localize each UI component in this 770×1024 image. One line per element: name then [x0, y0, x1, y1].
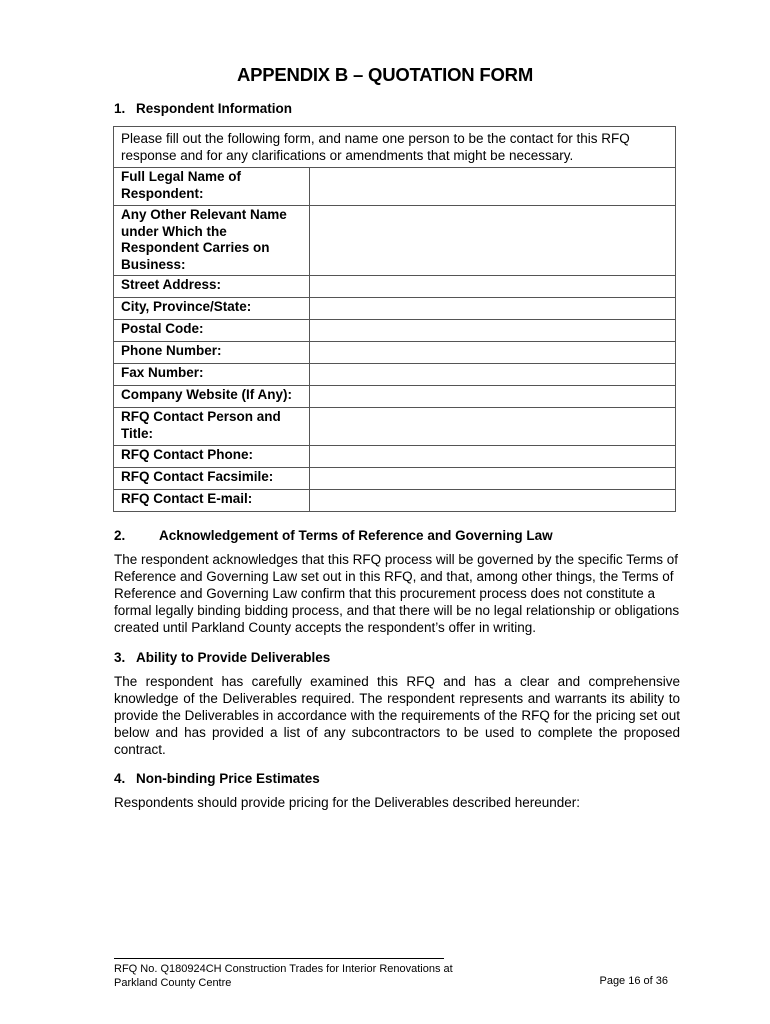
field-input-contact-email[interactable]	[310, 490, 676, 512]
field-input-street-address[interactable]	[310, 276, 676, 298]
field-label-contact-email: RFQ Contact E-mail:	[114, 490, 310, 512]
form-intro: Please fill out the following form, and name one person to be the contact for this RFQ response and for any clarifications or amendments that might be necessary.	[114, 127, 676, 168]
page-number: Page 16 of 36	[599, 975, 668, 987]
section-1-title: Respondent Information	[136, 101, 292, 116]
field-label-city-province: City, Province/State:	[114, 298, 310, 320]
field-input-city-province[interactable]	[310, 298, 676, 320]
field-label-contact-person: RFQ Contact Person and Title:	[114, 408, 310, 446]
section-1-number: 1.	[114, 101, 126, 116]
footer-line-1: RFQ No. Q180924CH Construction Trades for Interior Renovations at	[114, 963, 453, 975]
respondent-info-table	[113, 126, 676, 512]
footer-line-2: Parkland County Centre	[114, 977, 232, 989]
section-2-heading	[114, 528, 553, 543]
field-label-postal-code: Postal Code:	[114, 320, 310, 342]
field-label-website: Company Website (If Any):	[114, 386, 310, 408]
section-4-body: Respondents should provide pricing for the Deliverables described hereunder:	[114, 795, 581, 810]
section-4-number: 4.	[114, 771, 126, 786]
field-input-contact-phone[interactable]	[310, 446, 676, 468]
field-input-contact-facsimile[interactable]	[310, 468, 676, 490]
field-input-legal-name[interactable]	[310, 168, 676, 206]
section-3-body: The respondent has carefully examined this RFQ and has a clear and comprehensive knowledge of the Deliverables required. The respondent represents and warrants its ability to provide the Deliverables in accordance with the requirements of the RFQ for the pricing set out below and has provided a list of any subcontractors to be used to complete the proposed contract.	[114, 674, 680, 757]
section-3-title: Ability to Provide Deliverables	[136, 650, 331, 665]
section-2-title: Acknowledgement of Terms of Reference and Governing Law	[159, 528, 553, 543]
section-4-heading	[114, 771, 320, 786]
page-title: APPENDIX B – QUOTATION FORM	[236, 64, 534, 85]
field-label-phone: Phone Number:	[114, 342, 310, 364]
field-label-other-name: Any Other Relevant Name under Which the Respondent Carries on Business:	[114, 206, 310, 276]
section-3-number: 3.	[114, 650, 126, 665]
footer-document-ref	[114, 962, 453, 990]
field-label-contact-phone: RFQ Contact Phone:	[114, 446, 310, 468]
section-3-heading	[114, 650, 330, 665]
section-1-heading	[114, 101, 292, 116]
field-input-phone[interactable]	[310, 342, 676, 364]
section-2-number: 2.	[114, 528, 126, 543]
field-label-legal-name: Full Legal Name of Respondent:	[114, 168, 310, 206]
field-label-street-address: Street Address:	[114, 276, 310, 298]
footer-divider	[114, 958, 444, 959]
field-input-postal-code[interactable]	[310, 320, 676, 342]
field-label-contact-facsimile: RFQ Contact Facsimile:	[114, 468, 310, 490]
field-input-contact-person[interactable]	[310, 408, 676, 446]
field-input-website[interactable]	[310, 386, 676, 408]
field-input-other-name[interactable]	[310, 206, 676, 276]
field-input-fax[interactable]	[310, 364, 676, 386]
section-4-title: Non-binding Price Estimates	[136, 771, 320, 786]
section-2-body: The respondent acknowledges that this RFQ process will be governed by the specific Terms of Reference and Governing Law set out in this RFQ, and that, among other things, the Terms of Reference and Governing Law confirm that this procurement process does not constitute a formal legally binding bidding process, and that there will be no legal relationship or obligations created until Parkland County accepts the respondent’s offer in writing.	[114, 552, 680, 635]
field-label-fax: Fax Number:	[114, 364, 310, 386]
